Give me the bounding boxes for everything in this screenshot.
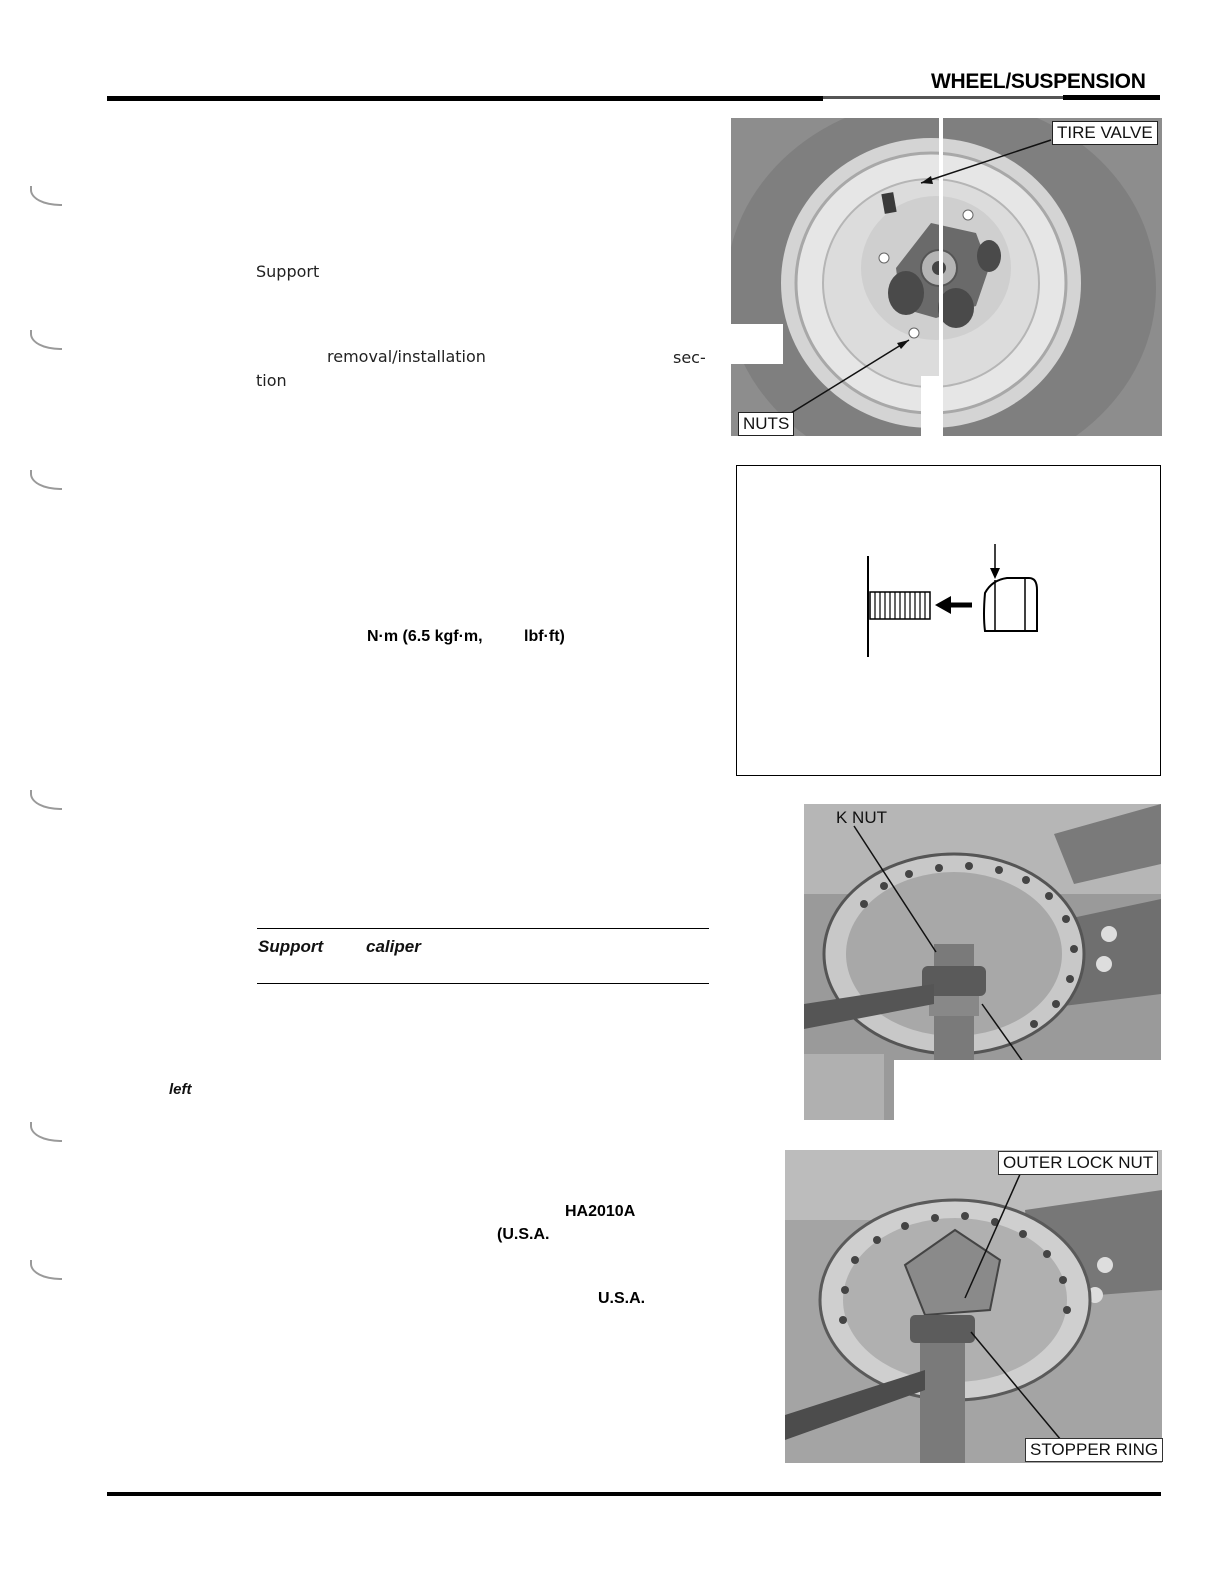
callout-tire-valve: TIRE VALVE xyxy=(1052,121,1158,145)
binder-mark xyxy=(30,790,62,810)
callout-nuts: NUTS xyxy=(738,412,794,436)
note-top-rule xyxy=(257,928,709,929)
header-rule-right xyxy=(1063,95,1160,100)
text-left: left xyxy=(169,1081,192,1098)
note-caliper: caliper xyxy=(366,937,421,956)
wheel-photo xyxy=(731,118,1162,436)
text-tion: tion xyxy=(256,371,287,390)
text-usa: U.S.A. xyxy=(598,1290,646,1307)
callout-lock-nut: K NUT xyxy=(836,808,887,827)
footer-rule xyxy=(107,1492,1161,1496)
outer-lock-nut-photo xyxy=(785,1150,1162,1463)
header-rule-mid xyxy=(823,96,1063,99)
text-sec: sec- xyxy=(673,348,706,367)
binder-mark xyxy=(30,470,62,490)
text-support: Support xyxy=(256,262,320,281)
header-rule-left xyxy=(107,96,823,101)
binder-mark xyxy=(30,1260,62,1280)
text-usa-paren: (U.S.A. xyxy=(497,1226,550,1243)
text-removal-installation: removal/installation xyxy=(327,347,486,366)
section-title: WHEEL/SUSPENSION xyxy=(931,70,1146,93)
axle-lock-nut-photo xyxy=(804,804,1161,1120)
note-support: Support xyxy=(258,937,324,956)
binder-mark xyxy=(30,1122,62,1142)
tool-code: HA2010A xyxy=(565,1203,636,1220)
note-bottom-rule xyxy=(257,983,709,984)
callout-outer-lock-nut: OUTER LOCK NUT xyxy=(998,1151,1158,1175)
nut-diagram xyxy=(736,465,1161,776)
torque-value: N·m (6.5 kgf·m, xyxy=(367,628,483,645)
binder-mark xyxy=(30,330,62,350)
torque-value-lbf: lbf·ft) xyxy=(524,628,565,645)
binder-mark xyxy=(30,186,62,206)
callout-stopper-ring: STOPPER RING xyxy=(1025,1438,1163,1462)
